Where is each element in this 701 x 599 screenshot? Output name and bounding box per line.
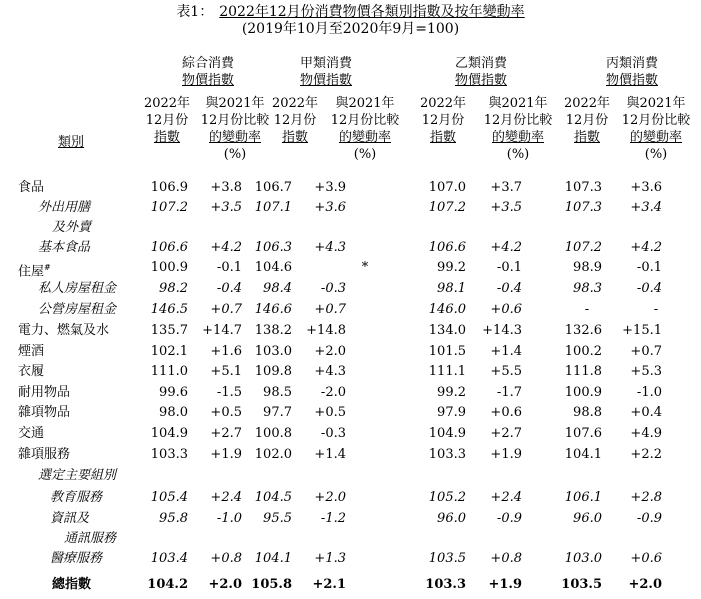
change-cell: +2.0 <box>314 344 346 359</box>
index-cell: 107.1 <box>254 200 292 215</box>
index-cell: 146.6 <box>254 302 292 317</box>
table-row <box>0 258 701 278</box>
index-cell: 98.5 <box>263 385 292 400</box>
change-cell: +2.0 <box>314 490 346 505</box>
group-header-line: 丙類消費 <box>605 56 658 71</box>
row-label <box>18 424 44 444</box>
change-cell: +2.8 <box>630 490 662 505</box>
change-subheader-line: 與2021年 <box>335 96 395 111</box>
row-label <box>18 342 44 362</box>
group-header-3 <box>421 55 541 89</box>
index-subheader <box>413 95 473 146</box>
change-cell: +3.6 <box>630 180 662 195</box>
row-label-text: 資訊及 <box>50 511 90 526</box>
row-label-text: 住屋 <box>18 264 45 280</box>
index-subheader-line: 12月份 <box>565 113 609 128</box>
change-subheader-line: 的變動率 <box>338 130 391 145</box>
change-cell: +4.3 <box>314 364 346 379</box>
index-cell: 146.5 <box>150 302 188 317</box>
index-subheader-line: 2022年 <box>143 96 191 111</box>
change-cell: +2.0 <box>208 577 242 592</box>
index-cell: 106.6 <box>150 240 188 255</box>
row-label-text: 雜項服務 <box>18 447 71 462</box>
change-cell: +2.4 <box>210 490 242 505</box>
change-cell: -1.0 <box>636 385 662 400</box>
change-cell: +2.4 <box>490 490 522 505</box>
change-cell: +4.2 <box>210 240 242 255</box>
row-label <box>18 178 44 198</box>
index-cell: 99.2 <box>437 385 466 400</box>
index-subheader-line: 指數 <box>281 130 308 145</box>
index-cell: 99.6 <box>159 385 188 400</box>
row-label-text: 雜項物品 <box>18 405 71 420</box>
change-cell: +1.9 <box>490 447 522 462</box>
index-cell: 111.8 <box>564 364 602 379</box>
change-cell: +15.1 <box>622 323 662 338</box>
change-subheader-line: (%) <box>644 147 668 162</box>
group-header-line: 綜合消費 <box>181 56 234 71</box>
row-label <box>18 383 70 403</box>
index-cell: 107.2 <box>150 200 188 215</box>
change-cell: +3.5 <box>210 200 242 215</box>
change-cell: +1.6 <box>210 344 242 359</box>
table-number: 表1： <box>176 4 214 20</box>
change-cell: +3.6 <box>314 200 346 215</box>
table-row <box>0 321 701 341</box>
change-subheader-line: 與2021年 <box>205 96 265 111</box>
row-label <box>38 198 91 238</box>
change-cell: +0.6 <box>630 551 662 566</box>
index-cell: 98.8 <box>573 405 602 420</box>
change-cell: +0.8 <box>490 551 522 566</box>
index-cell: 97.7 <box>263 405 292 420</box>
table-row <box>0 549 701 569</box>
group-header-line: 乙類消費 <box>454 56 507 71</box>
change-cell: +2.0 <box>628 577 662 592</box>
change-cell: +2.7 <box>490 426 522 441</box>
row-label <box>18 321 109 341</box>
change-cell: +1.9 <box>488 577 522 592</box>
group-header-line: 物價指數 <box>454 73 507 88</box>
change-cell: +0.6 <box>490 405 522 420</box>
change-cell: +5.5 <box>490 364 522 379</box>
index-cell: 111.1 <box>428 364 466 379</box>
index-subheader-line: 12月份 <box>421 113 465 128</box>
index-cell: 103.0 <box>564 551 602 566</box>
index-subheader-line: 指數 <box>429 130 456 145</box>
row-label <box>38 279 116 299</box>
change-cell: +1.4 <box>490 344 522 359</box>
change-cell: +14.3 <box>482 323 522 338</box>
group-header-line: 物價指數 <box>299 73 352 88</box>
index-cell: 107.2 <box>428 200 466 215</box>
row-label-text: 耐用物品 <box>18 385 71 400</box>
row-label-text: 交通 <box>18 426 45 441</box>
index-subheader-line: 2022年 <box>271 96 319 111</box>
table-row <box>0 466 701 486</box>
change-cell: -0.1 <box>216 260 242 275</box>
row-label-text: 基本食品 <box>38 240 91 255</box>
group-header-2 <box>266 55 386 89</box>
change-subheader-line: 的變動率 <box>491 130 544 145</box>
change-subheader-line: 的變動率 <box>208 130 261 145</box>
row-label-text: 總指數 <box>52 577 92 592</box>
row-label-text: 衣履 <box>18 364 45 379</box>
change-cell: +3.9 <box>314 180 346 195</box>
index-subheader-line: 2022年 <box>419 96 467 111</box>
change-cell: +0.6 <box>490 302 522 317</box>
change-cell: +14.8 <box>306 323 346 338</box>
table-row <box>0 178 701 198</box>
change-cell: +4.2 <box>630 240 662 255</box>
change-cell: -0.9 <box>636 511 662 526</box>
index-cell: 98.9 <box>573 260 602 275</box>
change-cell: +0.7 <box>314 302 346 317</box>
index-cell: 95.5 <box>263 511 292 526</box>
change-cell: +0.5 <box>314 405 346 420</box>
change-subheader-line: 12月份比較 <box>200 113 270 128</box>
change-cell: +3.5 <box>490 200 522 215</box>
index-subheader-line: 12月份 <box>273 113 317 128</box>
change-cell: * <box>361 260 369 275</box>
index-cell: 103.3 <box>428 447 466 462</box>
table-row <box>0 445 701 465</box>
index-cell: 103.5 <box>561 577 602 592</box>
index-cell: 105.4 <box>150 490 188 505</box>
row-label-continuation: 及外賣 <box>52 220 92 235</box>
table-row <box>0 342 701 362</box>
row-label-text: 選定主要組別 <box>38 468 117 483</box>
change-cell: +1.3 <box>314 551 346 566</box>
index-cell: 103.3 <box>150 447 188 462</box>
index-cell: 100.8 <box>254 426 292 441</box>
change-cell: -0.4 <box>636 281 662 296</box>
change-cell: +4.9 <box>630 426 662 441</box>
index-cell: 104.1 <box>564 447 602 462</box>
change-cell: +3.7 <box>490 180 522 195</box>
change-cell: -0.1 <box>636 260 662 275</box>
change-cell: -1.7 <box>496 385 522 400</box>
index-subheader-line: 2022年 <box>563 96 611 111</box>
row-label-text: 私人房屋租金 <box>38 281 117 296</box>
table-row <box>0 238 701 258</box>
change-subheader-line: (%) <box>506 147 530 162</box>
change-subheader-line: (%) <box>223 147 247 162</box>
row-label <box>50 549 102 569</box>
index-cell: 100.9 <box>150 260 188 275</box>
change-subheader-line: 12月份比較 <box>621 113 691 128</box>
change-subheader-line: (%) <box>353 147 377 162</box>
change-subheader-line: 12月份比較 <box>330 113 400 128</box>
index-cell: 107.0 <box>428 180 466 195</box>
row-label-text: 醫療服務 <box>50 551 103 566</box>
change-cell: -2.0 <box>320 385 346 400</box>
index-cell: 104.5 <box>254 490 292 505</box>
index-cell: 103.3 <box>425 577 466 592</box>
change-subheader-line: 與2021年 <box>626 96 686 111</box>
index-cell: 103.0 <box>254 344 292 359</box>
index-subheader <box>557 95 617 146</box>
index-subheader-line: 指數 <box>573 130 600 145</box>
index-cell: 101.5 <box>428 344 466 359</box>
index-cell: 106.7 <box>254 180 292 195</box>
change-cell: +2.7 <box>210 426 242 441</box>
index-cell: 103.4 <box>150 551 188 566</box>
index-cell: 100.9 <box>564 385 602 400</box>
table-row <box>0 403 701 423</box>
index-cell: 132.6 <box>564 323 602 338</box>
index-cell: 135.7 <box>150 323 188 338</box>
change-cell: -0.4 <box>496 281 522 296</box>
change-cell: +0.4 <box>630 405 662 420</box>
row-label <box>38 238 90 258</box>
index-cell: 104.9 <box>150 426 188 441</box>
change-cell: +3.4 <box>630 200 662 215</box>
table-row <box>0 488 701 508</box>
index-cell: 104.1 <box>254 551 292 566</box>
change-subheader <box>616 95 696 163</box>
index-cell: 98.2 <box>159 281 188 296</box>
group-header-1 <box>148 55 268 89</box>
change-subheader-line: 12月份比較 <box>483 113 553 128</box>
change-cell: +0.8 <box>210 551 242 566</box>
index-cell: 105.2 <box>428 490 466 505</box>
index-cell: 104.2 <box>147 577 188 592</box>
index-cell: 106.6 <box>428 240 466 255</box>
change-cell: +0.7 <box>630 344 662 359</box>
index-subheader <box>265 95 325 146</box>
row-label <box>18 403 70 423</box>
index-cell: 99.2 <box>437 260 466 275</box>
row-label <box>50 488 102 508</box>
change-cell: +5.3 <box>630 364 662 379</box>
footnote-marker: # <box>44 263 51 272</box>
change-cell: +0.5 <box>210 405 242 420</box>
change-cell: +4.3 <box>314 240 346 255</box>
change-cell: -0.1 <box>496 260 522 275</box>
category-header: 類別 <box>58 135 85 150</box>
index-cell: 146.0 <box>428 302 466 317</box>
change-subheader-line: 與2021年 <box>488 96 548 111</box>
change-cell: -0.3 <box>320 281 346 296</box>
table-row <box>0 362 701 382</box>
change-subheader <box>195 95 275 163</box>
index-cell: 98.1 <box>437 281 466 296</box>
table-title-text: 2022年12月份消費物價各類別指數及按年變動率 <box>219 4 525 20</box>
index-cell: 106.3 <box>254 240 292 255</box>
table-row <box>0 575 701 595</box>
change-cell: -0.3 <box>320 426 346 441</box>
change-subheader <box>325 95 405 163</box>
index-cell: 111.0 <box>150 364 188 379</box>
index-cell: 96.0 <box>437 511 466 526</box>
change-cell: +3.8 <box>210 180 242 195</box>
row-label <box>38 300 116 320</box>
change-subheader-line: 的變動率 <box>629 130 682 145</box>
index-cell: 106.1 <box>564 490 602 505</box>
index-cell: 107.6 <box>564 426 602 441</box>
row-label <box>38 466 116 486</box>
index-subheader-line: 指數 <box>153 130 180 145</box>
index-cell: 102.0 <box>254 447 292 462</box>
change-cell: -0.4 <box>216 281 242 296</box>
index-cell: 96.0 <box>573 511 602 526</box>
group-header-line: 物價指數 <box>605 73 658 88</box>
table-row <box>0 509 701 546</box>
table-row <box>0 424 701 444</box>
row-label-text: 外出用膳 <box>38 200 91 215</box>
index-subheader-line: 12月份 <box>145 113 189 128</box>
index-cell: 109.8 <box>254 364 292 379</box>
row-label <box>50 509 116 549</box>
index-cell: 97.9 <box>437 405 466 420</box>
change-cell: +5.1 <box>210 364 242 379</box>
change-cell: +2.2 <box>630 447 662 462</box>
index-cell: 103.5 <box>428 551 466 566</box>
index-cell: 100.2 <box>564 344 602 359</box>
change-cell: +2.1 <box>312 577 346 592</box>
change-subheader <box>478 95 558 163</box>
change-cell: +1.9 <box>210 447 242 462</box>
index-cell: 104.9 <box>428 426 466 441</box>
index-cell: 138.2 <box>254 323 292 338</box>
row-label <box>18 445 70 465</box>
table-row <box>0 279 701 299</box>
change-cell: -1.2 <box>320 511 346 526</box>
row-label-text: 教育服務 <box>50 490 103 505</box>
change-cell: +0.7 <box>210 302 242 317</box>
index-cell: 98.4 <box>263 281 292 296</box>
group-header-line: 物價指數 <box>181 73 234 88</box>
table-title <box>0 4 701 20</box>
row-label-text: 公營房屋租金 <box>38 302 117 317</box>
index-cell: 134.0 <box>428 323 466 338</box>
change-cell: +1.4 <box>314 447 346 462</box>
group-header-4 <box>572 55 692 89</box>
row-label-text: 食品 <box>18 180 45 195</box>
change-cell: +14.7 <box>202 323 242 338</box>
row-label-text: 煙酒 <box>18 344 45 359</box>
change-cell: -1.0 <box>216 511 242 526</box>
change-cell: -0.9 <box>496 511 522 526</box>
index-cell: 106.9 <box>150 180 188 195</box>
change-cell: - <box>653 302 659 317</box>
index-subheader <box>137 95 197 146</box>
row-label <box>52 575 91 595</box>
change-cell: -1.5 <box>216 385 242 400</box>
row-label-continuation: 通訊服務 <box>64 531 117 546</box>
index-cell: 107.3 <box>564 180 602 195</box>
index-cell: 102.1 <box>150 344 188 359</box>
row-label <box>18 362 44 382</box>
index-cell: 107.2 <box>564 240 602 255</box>
group-header-line: 甲類消費 <box>299 56 352 71</box>
index-cell: - <box>584 302 590 317</box>
index-cell: 105.8 <box>251 577 292 592</box>
index-cell: 98.0 <box>159 405 188 420</box>
index-cell: 107.3 <box>564 200 602 215</box>
table-period: (2019年10月至2020年9月=100) <box>241 21 460 37</box>
index-cell: 95.8 <box>159 511 188 526</box>
index-cell: 98.3 <box>573 281 602 296</box>
index-cell: 104.6 <box>254 260 292 275</box>
row-label-text: 電力、燃氣及水 <box>18 323 110 338</box>
change-cell: +4.2 <box>490 240 522 255</box>
table-row <box>0 383 701 403</box>
table-row <box>0 198 701 235</box>
table-row <box>0 300 701 320</box>
